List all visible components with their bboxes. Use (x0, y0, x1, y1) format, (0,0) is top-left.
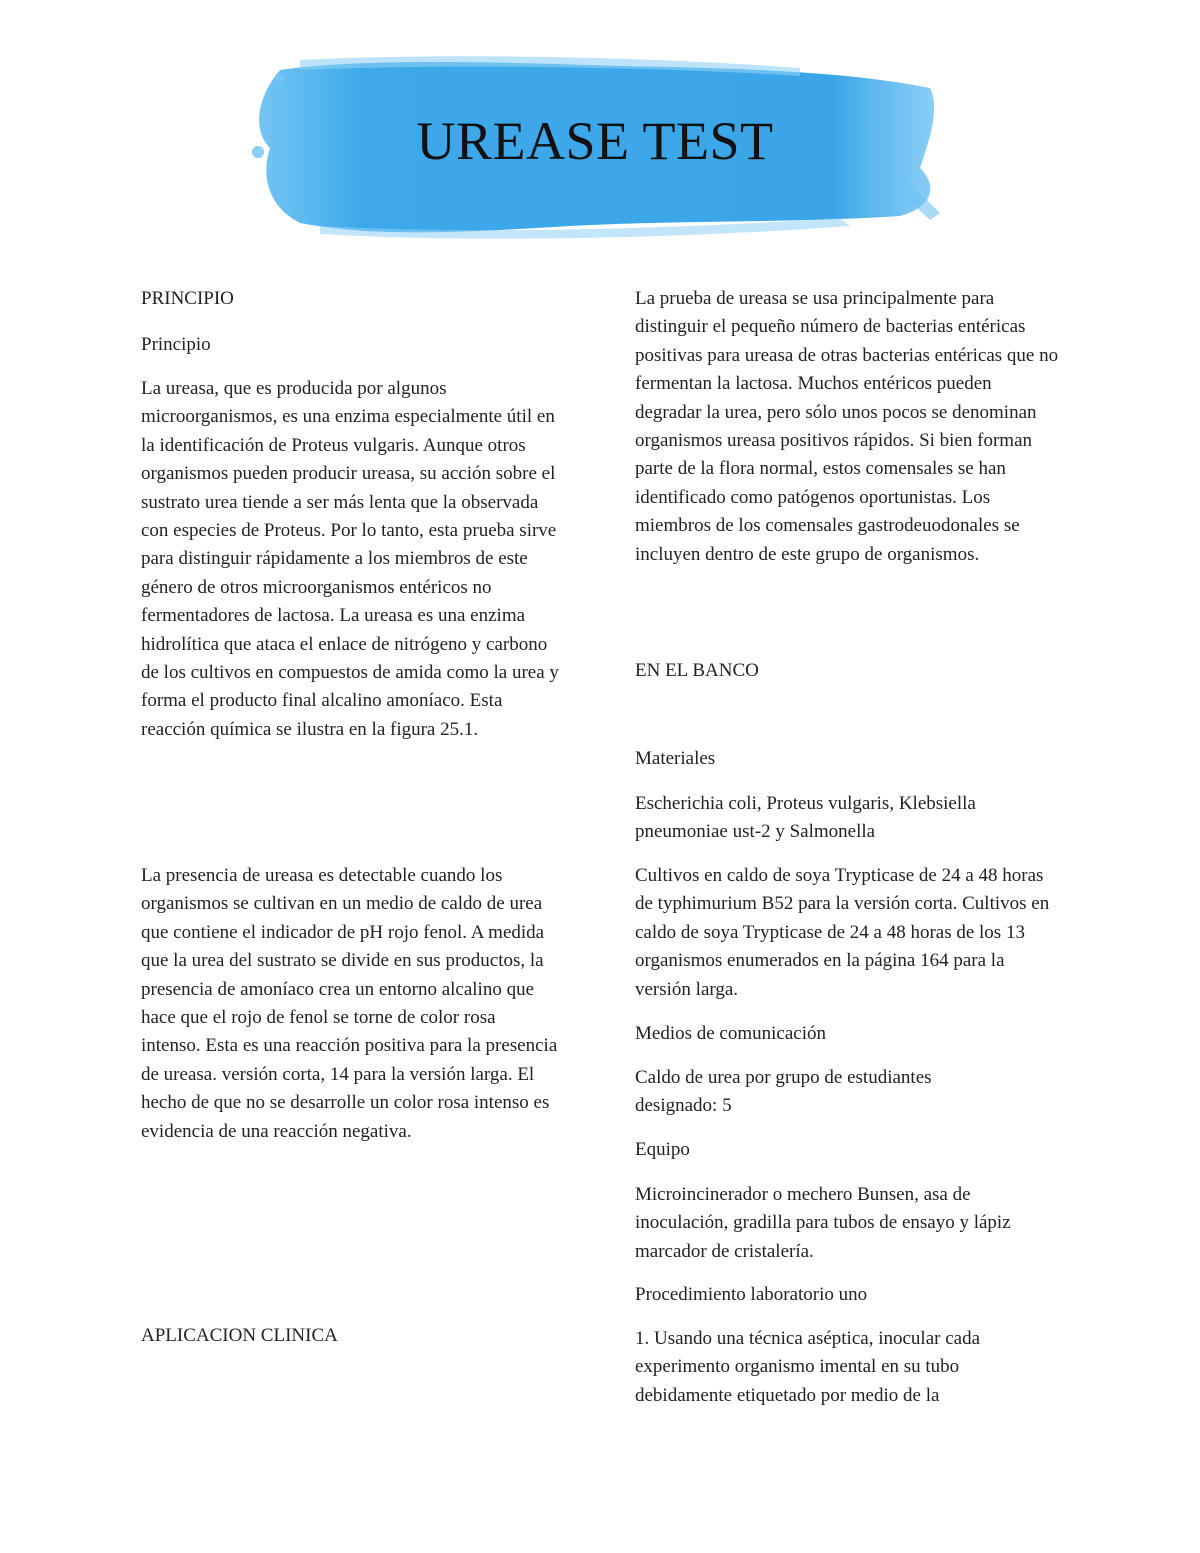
section-heading-principio: PRINCIPIO (141, 288, 234, 309)
organisms-list: Escherichia coli, Proteus vulgaris, Klebsiella pneumoniae ust-2 y Salmonella (635, 793, 976, 843)
document-title: UREASE TEST (416, 111, 774, 171)
subheading-principio: Principio (141, 334, 211, 355)
title-banner (240, 48, 950, 243)
equipment-text: Microincinerador o mechero Bunsen, asa de inoculación, gradilla para tubos de ensayo y lápiz marcador de cristalería. (635, 1184, 1011, 1262)
brush-splash-dot (276, 74, 284, 82)
section-heading-clinical: APLICACION CLINICA (141, 1325, 338, 1346)
media-heading: Medios de comunicación (635, 1023, 827, 1044)
section-heading-bench: EN EL BANCO (635, 660, 759, 681)
procedure-heading: Procedimiento laboratorio uno (635, 1284, 868, 1305)
intro-paragraph: La prueba de ureasa se usa principalmente para distinguir el pequeño número de bacterias entéricas positivas para ureasa de otras bacterias entéricas que no fermentan la lactosa. Muchos entéricos pueden degradar la urea, pero sólo unos pocos se denominan organismos ureasa positivos rápidos. Si bien forman parte de la flora normal, estos comensales se han identificado como patógenos oportunistas. Los miembros de los comensales gastrodeuodonales se incluyen dentro de este grupo de organismos. (635, 288, 1059, 565)
procedure-step-1: 1. Usando una técnica aséptica, inocular cada experimento organismo imental en su tubo debidamente etiquetado por medio de la (635, 1328, 981, 1406)
cultures-text: Cultivos en caldo de soya Trypticase de 24 a 48 horas de typhimurium B52 para la versión corta. Cultivos en caldo de soya Trypticase de 24 a 48 horas de los 13 organismos enumerados en la página 164 para la versión larga. (635, 865, 1050, 1000)
equipment-heading: Equipo (635, 1139, 690, 1160)
principle-paragraph: La ureasa, que es producida por algunos microorganismos, es una enzima especialmente útil en la identificación de Proteus vulgaris. Aunque otros organismos pueden producir ureasa, su acción sobre el sustrato urea tiende a ser más lenta que la observada con especies de Proteus. Por lo tanto, esta prueba sirve para distinguir rápidamente a los miembros de este género de otros microorganismos entéricos no fermentadores de lactosa. La ureasa es una enzima hidrolítica que ataca el enlace de nitrógeno y carbono de los cultivos en compuestos de amida como la urea y forma el producto final alcalino amoníaco. Esta reacción química se ilustra en la figura 25.1. (141, 378, 559, 740)
media-text: Caldo de urea por grupo de estudiantes designado: 5 (635, 1067, 932, 1117)
urease-detection-paragraph: La presencia de ureasa es detectable cuando los organismos se cultivan en un medio de caldo de urea que contiene el indicador de pH rojo fenol. A medida que la urea del sustrato se divide en sus productos, la presencia de amoníaco crea un entorno alcalino que hace que el rojo de fenol se torne de color rosa intenso. Esta es una reacción positiva para la presencia de ureasa. versión corta, 14 para la versión larga. El hecho de que no se desarrolle un color rosa intenso es evidencia de una reacción negativa. (141, 865, 558, 1142)
materials-heading: Materiales (635, 748, 716, 769)
